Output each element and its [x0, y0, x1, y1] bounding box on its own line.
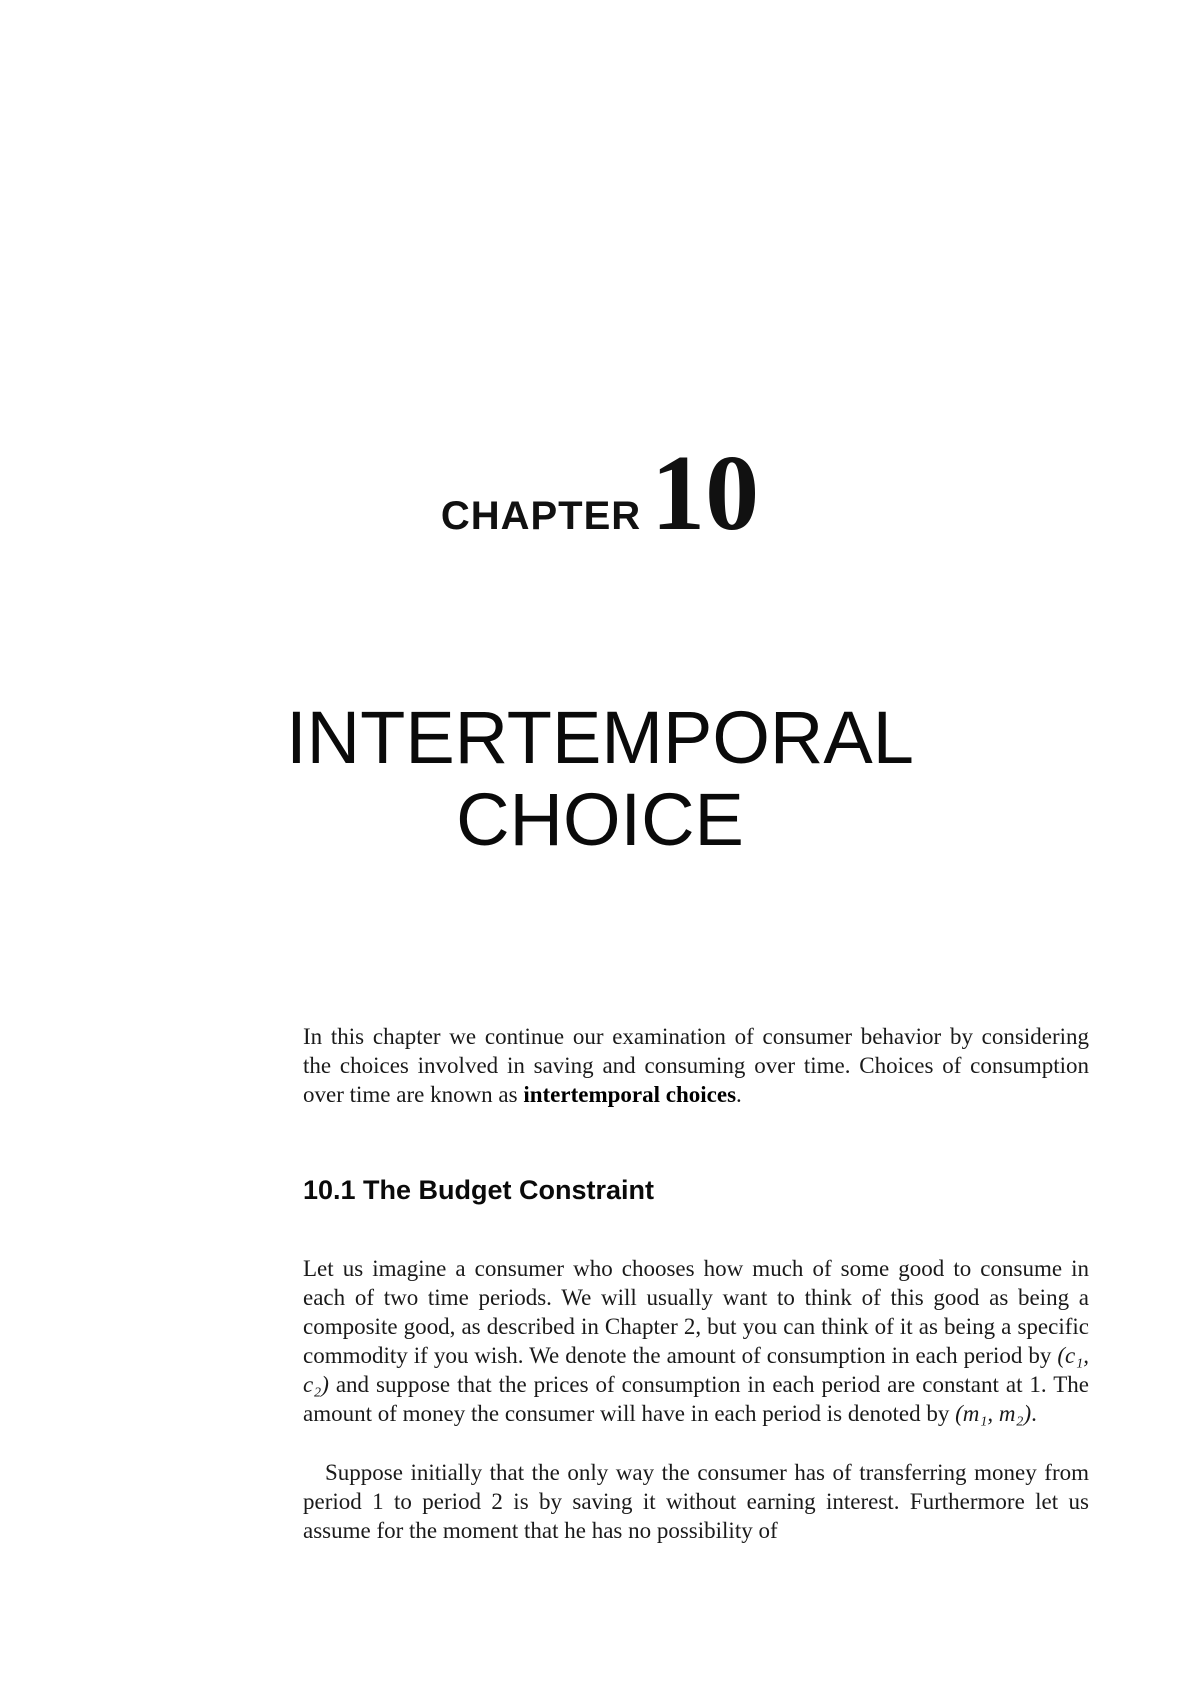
p1-text-b: and suppose that the prices of consumption in each period are constant at 1. The amount of money the consumer will have in each period is denoted by — [303, 1372, 1089, 1426]
intro-bold-term: intertemporal choices — [523, 1082, 737, 1107]
intro-text: In this chapter we continue our examination of consumer behavior by considering the choices involved in saving and consuming over time. Choices of consumption over time are known as — [303, 1024, 1089, 1107]
chapter-heading — [0, 434, 1200, 553]
chapter-title — [0, 697, 1200, 861]
chapter-label: CHAPTER — [440, 494, 642, 538]
p1-math-consumption: (c₁, c₂) — [303, 1343, 1089, 1397]
body-paragraph-1 — [303, 1254, 1089, 1428]
p1-text-c: . — [1031, 1401, 1037, 1426]
chapter-title-line-1: INTERTEMPORAL — [286, 696, 914, 779]
p1-math-money: (m₁, m₂) — [955, 1401, 1032, 1426]
body-paragraph-2: Suppose initially that the only way the consumer has of transferring money from period 1 to period 2 is by saving it without earning interest. Furthermore let us assume for the moment that he has no possibility of — [303, 1460, 1089, 1543]
p1-text-a: Let us imagine a consumer who chooses how much of some good to consume in each of two time periods. We will usually want to think of this good as being a composite good, as described in Chapter 2, but you can think of it as being a specific commodity if you wish. We denote the amount of consumption in each period by — [303, 1256, 1089, 1368]
intro-text-end: . — [736, 1082, 742, 1107]
chapter-number: 10 — [651, 434, 760, 553]
chapter-title-line-2: CHOICE — [456, 778, 744, 861]
intro-paragraph — [303, 1022, 1089, 1109]
section-heading: 10.1 The Budget Constraint — [303, 1175, 655, 1205]
